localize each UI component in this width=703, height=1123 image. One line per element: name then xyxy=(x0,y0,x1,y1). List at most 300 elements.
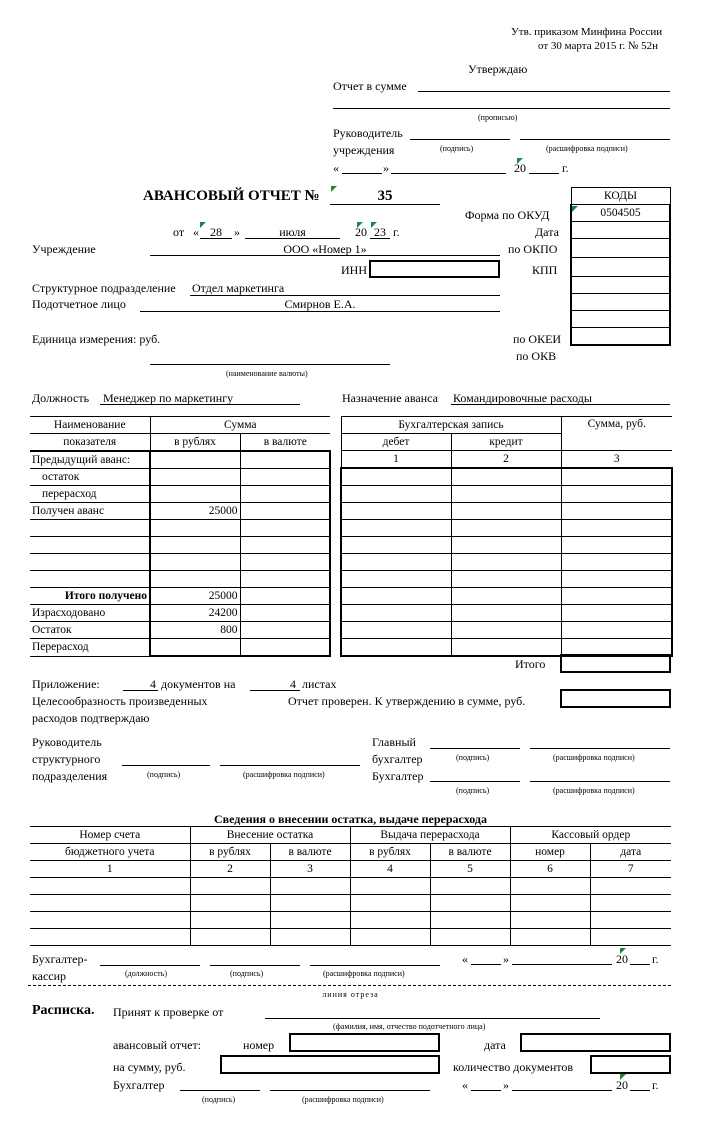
dept-head-signature-line[interactable] xyxy=(122,765,210,766)
info-section-title: Сведения о внесении остатка, выдаче перерасхода xyxy=(213,812,487,826)
entry-cell[interactable] xyxy=(451,554,561,571)
accountable-person-line xyxy=(140,311,500,312)
date-quote-open: « xyxy=(193,225,199,239)
info-cell[interactable] xyxy=(590,912,671,929)
entry-cell[interactable] xyxy=(561,588,672,605)
quote-close: » xyxy=(383,161,389,175)
chief-signature-line[interactable] xyxy=(430,748,520,749)
col-header-cash-order: Кассовый ордер xyxy=(510,827,671,844)
sheets-label: листах xyxy=(302,677,337,691)
institution-label: Учреждение xyxy=(32,242,96,256)
entry-cell[interactable] xyxy=(561,622,672,639)
info-cell[interactable] xyxy=(190,895,270,912)
table-row xyxy=(341,588,672,605)
date-day[interactable]: 28 xyxy=(210,225,222,239)
col-number-3: 3 xyxy=(561,451,672,469)
info-cell[interactable] xyxy=(30,878,190,895)
entry-cell[interactable] xyxy=(561,486,672,503)
inn-label: ИНН xyxy=(341,263,367,277)
dept-head-label-2: структурного xyxy=(32,752,101,766)
okv-label: по ОКВ xyxy=(516,349,557,363)
head-decoding-line[interactable] xyxy=(520,139,670,140)
cell-marker-icon xyxy=(357,222,363,228)
okv-code[interactable] xyxy=(571,328,670,346)
receipt-docs-label: количество документов xyxy=(453,1060,573,1074)
decoding-caption: (расшифровка подписи) xyxy=(302,1095,384,1104)
deposit-issue-table xyxy=(30,826,671,946)
info-cell[interactable] xyxy=(350,912,430,929)
table-row xyxy=(30,912,671,929)
info-cell[interactable] xyxy=(430,929,510,946)
entry-cell[interactable] xyxy=(451,503,561,520)
approve-month-line[interactable] xyxy=(391,173,506,174)
blank-code-1[interactable] xyxy=(571,277,670,294)
report-title: АВАНСОВЫЙ ОТЧЕТ № xyxy=(143,188,320,204)
entry-cell[interactable] xyxy=(341,571,451,588)
table-row xyxy=(30,588,330,605)
table-row xyxy=(341,520,672,537)
dept-head-decoding-line[interactable] xyxy=(220,765,360,766)
decoding-caption: (расшифровка подписи) xyxy=(243,770,325,779)
accountant-decoding-line[interactable] xyxy=(530,781,670,782)
table-row xyxy=(341,503,672,520)
inn-field[interactable] xyxy=(369,260,500,278)
table-row xyxy=(341,622,672,639)
receipt-signature-line[interactable] xyxy=(180,1090,260,1091)
accounting-table xyxy=(340,416,673,657)
info-cell[interactable] xyxy=(30,912,190,929)
checked-sum-field[interactable] xyxy=(560,689,671,708)
sheets-count[interactable]: 4 xyxy=(290,677,296,691)
department-value[interactable]: Отдел маркетинга xyxy=(192,281,285,295)
row-label xyxy=(30,537,150,554)
table-row xyxy=(30,537,330,554)
receipt-accepted-label: Принят к проверке от xyxy=(113,1005,224,1019)
cell-marker-icon xyxy=(572,206,578,212)
col-header-deposit-rub: в рублях xyxy=(190,844,270,861)
entry-cell[interactable] xyxy=(451,486,561,503)
info-cell[interactable] xyxy=(510,929,590,946)
report-number[interactable]: 35 xyxy=(377,188,393,204)
col-header-order-date: дата xyxy=(590,844,671,861)
position-value[interactable]: Менеджер по маркетингу xyxy=(103,391,234,405)
expedient-line-2: расходов подтверждаю xyxy=(32,711,150,725)
row-label: перерасход xyxy=(30,486,150,503)
unit-label: Единица измерения: руб. xyxy=(32,332,161,346)
receipt-sum-field[interactable] xyxy=(220,1055,440,1074)
okei-label: по ОКЕИ xyxy=(513,332,562,346)
cashier-day-line[interactable] xyxy=(471,964,501,965)
blank-code-2[interactable] xyxy=(571,294,670,311)
info-cell[interactable] xyxy=(30,895,190,912)
info-cell[interactable] xyxy=(510,895,590,912)
row-currency-value[interactable] xyxy=(240,622,330,639)
codes-table xyxy=(570,187,671,346)
okud-code[interactable]: 0504505 xyxy=(571,205,670,222)
table-row xyxy=(30,571,330,588)
receipt-number-field[interactable] xyxy=(289,1033,440,1052)
col-header-rub: в рублях xyxy=(150,434,240,452)
column-numbers-row xyxy=(30,861,671,878)
head-label-2: учреждения xyxy=(333,143,395,157)
cashier-signature-line[interactable] xyxy=(210,965,300,966)
row-label xyxy=(30,571,150,588)
accountant-label: Бухгалтер xyxy=(372,769,424,783)
row-rub-value[interactable] xyxy=(150,469,240,486)
entry-cell[interactable] xyxy=(561,605,672,622)
info-cell[interactable] xyxy=(590,929,671,946)
receipt-report-label: авансовый отчет: xyxy=(113,1038,202,1052)
entry-cell[interactable] xyxy=(451,639,561,657)
row-rub-value[interactable] xyxy=(150,451,240,469)
propisyu-caption: (прописью) xyxy=(478,113,518,122)
approve-year-suffix: г. xyxy=(562,161,569,175)
info-cell[interactable] xyxy=(590,895,671,912)
entry-cell[interactable] xyxy=(341,605,451,622)
dept-head-label-3: подразделения xyxy=(32,769,108,783)
info-cell[interactable] xyxy=(270,929,350,946)
table-row xyxy=(30,520,330,537)
table-row xyxy=(341,605,672,622)
row-label: Израсходовано xyxy=(30,605,150,622)
currency-caption: (наименование валюты) xyxy=(226,369,308,378)
department-label: Структурное подразделение xyxy=(32,281,176,295)
cut-line-caption: линия отреза xyxy=(322,990,379,999)
receipt-date-field[interactable] xyxy=(520,1033,671,1052)
table-row xyxy=(30,929,671,946)
okpo-label: по ОКПО xyxy=(508,242,558,256)
cut-line xyxy=(28,985,671,986)
row-currency-value[interactable] xyxy=(240,571,330,588)
chief-decoding-line[interactable] xyxy=(530,748,670,749)
row-label: Получен аванс xyxy=(30,503,150,520)
row-currency-value[interactable] xyxy=(240,451,330,469)
row-currency-value[interactable] xyxy=(240,554,330,571)
cashier-quote-close: » xyxy=(503,952,509,966)
entry-cell[interactable] xyxy=(341,588,451,605)
date-code-label: Дата xyxy=(535,225,559,239)
cell-marker-icon xyxy=(200,222,206,228)
entry-cell[interactable] xyxy=(561,468,672,486)
table-row xyxy=(341,468,672,486)
okei-code[interactable] xyxy=(571,311,670,328)
info-cell[interactable] xyxy=(590,878,671,895)
approval-line-1: Утв. приказом Минфина России xyxy=(511,26,663,38)
row-rub-value[interactable] xyxy=(150,554,240,571)
col-header-debet: дебет xyxy=(341,434,451,451)
kpp-label: КПП xyxy=(532,263,558,277)
entry-cell[interactable] xyxy=(451,520,561,537)
accountable-person-label: Подотчетное лицо xyxy=(32,297,126,311)
checked-label: Отчет проверен. К утверждению в сумме, руб. xyxy=(288,694,526,708)
receipt-month-line[interactable] xyxy=(512,1090,612,1091)
head-signature-line[interactable] xyxy=(410,139,510,140)
receipt-day-line[interactable] xyxy=(471,1090,501,1091)
docs-label: документов на xyxy=(161,677,236,691)
approve-day-line[interactable] xyxy=(342,173,382,174)
cashier-year-line[interactable] xyxy=(630,964,650,965)
cashier-label-1: Бухгалтер- xyxy=(32,952,88,966)
entry-cell[interactable] xyxy=(341,639,451,657)
codes-header: КОДЫ xyxy=(571,188,670,205)
col-number-4: 4 xyxy=(350,861,430,878)
col-number-1: 1 xyxy=(30,861,190,878)
entry-cell[interactable] xyxy=(561,571,672,588)
cell-marker-icon xyxy=(331,186,337,192)
approve-year-line[interactable] xyxy=(529,173,559,174)
kpp-code[interactable] xyxy=(571,258,670,277)
entry-cell[interactable] xyxy=(561,503,672,520)
date-year[interactable]: 23 xyxy=(374,225,386,239)
info-cell[interactable] xyxy=(350,929,430,946)
decoding-caption: (расшифровка подписи) xyxy=(323,969,405,978)
info-cell[interactable] xyxy=(510,878,590,895)
receipt-person-line[interactable] xyxy=(265,1018,600,1019)
date-ot-label: от xyxy=(173,225,185,239)
currency-line[interactable] xyxy=(150,364,390,365)
table-row xyxy=(341,554,672,571)
row-rub-value[interactable] xyxy=(150,537,240,554)
report-sum-label: Отчет в сумме xyxy=(333,79,407,93)
table-row xyxy=(30,878,671,895)
date-month-line xyxy=(245,238,340,239)
entry-cell[interactable] xyxy=(341,537,451,554)
row-label: Предыдущий аванс: xyxy=(30,451,150,469)
row-rub-value[interactable]: 25000 xyxy=(150,588,240,605)
cashier-year-prefix: 20 xyxy=(616,952,628,966)
position-label: Должность xyxy=(32,391,90,405)
date-year-line xyxy=(370,238,390,239)
row-currency-value[interactable] xyxy=(240,503,330,520)
entry-cell[interactable] xyxy=(341,486,451,503)
date-year-prefix: 20 xyxy=(355,225,367,239)
quote-open: « xyxy=(333,161,339,175)
decoding-caption: (расшифровка подписи) xyxy=(553,786,635,795)
cashier-quote-open: « xyxy=(462,952,468,966)
row-rub-value[interactable]: 800 xyxy=(150,622,240,639)
signature-caption: (подпись) xyxy=(147,770,181,779)
row-rub-value[interactable] xyxy=(150,571,240,588)
cashier-year-suffix: г. xyxy=(652,952,659,966)
entry-cell[interactable] xyxy=(451,537,561,554)
info-cell[interactable] xyxy=(350,895,430,912)
col-header-account-2: бюджетного учета xyxy=(30,844,190,861)
row-rub-value[interactable]: 24200 xyxy=(150,605,240,622)
receipt-quote-open: « xyxy=(462,1078,468,1092)
receipt-year-suffix: г. xyxy=(652,1078,659,1092)
row-label: Остаток xyxy=(30,622,150,639)
col-header-entry: Бухгалтерская запись xyxy=(341,417,561,434)
row-rub-value[interactable] xyxy=(150,486,240,503)
row-label xyxy=(30,520,150,537)
col-header-issue-cur: в валюте xyxy=(430,844,510,861)
col-header-account: Номер счета xyxy=(30,827,190,844)
cashier-month-line[interactable] xyxy=(512,964,612,965)
cell-marker-icon xyxy=(371,222,377,228)
date-code[interactable] xyxy=(571,222,670,239)
receipt-sum-label: на сумму, руб. xyxy=(113,1060,186,1074)
receipt-decoding-line[interactable] xyxy=(270,1090,430,1091)
entry-cell[interactable] xyxy=(451,622,561,639)
entry-cell[interactable] xyxy=(561,520,672,537)
row-currency-value[interactable] xyxy=(240,639,330,657)
chief-accountant-label-1: Главный xyxy=(372,735,416,749)
row-currency-value[interactable] xyxy=(240,486,330,503)
purpose-label: Назначение аванса xyxy=(342,391,438,405)
table-row xyxy=(341,571,672,588)
approval-line-2: от 30 марта 2015 г. № 52н xyxy=(538,40,659,52)
info-cell[interactable] xyxy=(270,912,350,929)
info-cell[interactable] xyxy=(430,912,510,929)
receipt-title: Расписка. xyxy=(32,1003,95,1018)
table-row xyxy=(30,469,330,486)
entry-cell[interactable] xyxy=(341,503,451,520)
col-number-7: 7 xyxy=(590,861,671,878)
position-caption: (должность) xyxy=(125,969,167,978)
decoding-caption: (расшифровка подписи) xyxy=(546,144,628,153)
info-cell[interactable] xyxy=(30,929,190,946)
col-header-order-num: номер xyxy=(510,844,590,861)
table-row xyxy=(30,554,330,571)
approve-year-prefix: 20 xyxy=(514,161,526,175)
signature-caption: (подпись) xyxy=(440,144,474,153)
receipt-quote-close: » xyxy=(503,1078,509,1092)
col-header-name: Наименование xyxy=(30,417,150,434)
institution-value[interactable]: ООО «Номер 1» xyxy=(283,242,367,256)
info-cell[interactable] xyxy=(350,878,430,895)
col-header-kredit: кредит xyxy=(451,434,561,451)
accountable-person-value[interactable]: Смирнов Е.А. xyxy=(284,297,356,311)
okpo-code[interactable] xyxy=(571,239,670,258)
purpose-value[interactable]: Командировочные расходы xyxy=(453,391,592,405)
row-currency-value[interactable] xyxy=(240,520,330,537)
col-number-6: 6 xyxy=(510,861,590,878)
cashier-label-2: кассир xyxy=(32,969,67,983)
col-header-currency: в валюте xyxy=(240,434,330,452)
cell-marker-icon xyxy=(517,158,523,164)
row-label: Итого получено xyxy=(30,588,150,605)
expedient-line-1: Целесообразность произведенных xyxy=(32,694,208,708)
info-cell[interactable] xyxy=(190,929,270,946)
row-rub-value[interactable] xyxy=(150,639,240,657)
row-rub-value[interactable] xyxy=(150,520,240,537)
advance-table xyxy=(30,416,331,657)
entry-cell[interactable] xyxy=(451,588,561,605)
cell-marker-icon xyxy=(620,948,626,954)
receipt-docs-field[interactable] xyxy=(590,1055,671,1074)
row-currency-value[interactable] xyxy=(240,537,330,554)
date-day-line xyxy=(200,238,232,239)
entry-cell[interactable] xyxy=(341,554,451,571)
table-row xyxy=(30,503,330,520)
entry-cell[interactable] xyxy=(561,554,672,571)
receipt-accountant-label: Бухгалтер xyxy=(113,1078,165,1092)
department-line xyxy=(190,295,500,296)
col-header-deposit: Внесение остатка xyxy=(190,827,350,844)
receipt-number-label: номер xyxy=(243,1038,275,1052)
entry-cell[interactable] xyxy=(341,622,451,639)
chief-accountant-label-2: бухгалтер xyxy=(372,752,423,766)
okud-label: Форма по ОКУД xyxy=(465,208,550,222)
accountant-signature-line[interactable] xyxy=(430,781,520,782)
col-number-3: 3 xyxy=(270,861,350,878)
row-rub-value[interactable]: 25000 xyxy=(150,503,240,520)
row-label: Перерасход xyxy=(30,639,150,657)
signature-caption: (подпись) xyxy=(202,1095,236,1104)
info-cell[interactable] xyxy=(270,878,350,895)
col-header-name-2: показателя xyxy=(30,434,150,452)
fio-caption: (фамилия, имя, отчество подотчетного лица) xyxy=(333,1022,486,1031)
info-cell[interactable] xyxy=(430,878,510,895)
signature-caption: (подпись) xyxy=(456,786,490,795)
info-cell[interactable] xyxy=(270,895,350,912)
col-header-issue-rub: в рублях xyxy=(350,844,430,861)
date-g: г. xyxy=(393,225,400,239)
report-sum-line[interactable] xyxy=(418,91,670,92)
entry-cell[interactable] xyxy=(561,537,672,554)
col-number-2: 2 xyxy=(451,451,561,469)
col-header-deposit-cur: в валюте xyxy=(270,844,350,861)
row-label xyxy=(30,554,150,571)
date-quote-close: » xyxy=(234,225,240,239)
date-month[interactable]: июля xyxy=(279,225,306,239)
total-label: Итого xyxy=(515,657,546,671)
attachment-label: Приложение: xyxy=(32,677,100,691)
info-cell[interactable] xyxy=(430,895,510,912)
table-row xyxy=(341,537,672,554)
docs-count[interactable]: 4 xyxy=(150,677,156,691)
table-row xyxy=(30,895,671,912)
row-currency-value[interactable] xyxy=(240,588,330,605)
col-number-1: 1 xyxy=(341,451,451,469)
dept-head-label-1: Руководитель xyxy=(32,735,102,749)
decoding-caption: (расшифровка подписи) xyxy=(553,753,635,762)
cell-marker-icon xyxy=(620,1074,626,1080)
col-number-2: 2 xyxy=(190,861,270,878)
row-label: остаток xyxy=(30,469,150,486)
entry-cell[interactable] xyxy=(341,468,451,486)
info-cell[interactable] xyxy=(190,912,270,929)
col-number-5: 5 xyxy=(430,861,510,878)
col-header-sum-rub: Сумма, руб. xyxy=(561,417,672,451)
table-row xyxy=(30,622,330,639)
info-cell[interactable] xyxy=(190,878,270,895)
table-row xyxy=(30,605,330,622)
row-currency-value[interactable] xyxy=(240,605,330,622)
entry-cell[interactable] xyxy=(451,571,561,588)
total-field[interactable] xyxy=(560,654,671,673)
receipt-year-line[interactable] xyxy=(630,1090,650,1091)
signature-caption: (подпись) xyxy=(456,753,490,762)
entry-cell[interactable] xyxy=(451,468,561,486)
cashier-decoding-line[interactable] xyxy=(310,965,440,966)
head-label: Руководитель xyxy=(333,126,403,140)
entry-cell[interactable] xyxy=(451,605,561,622)
table-row xyxy=(30,486,330,503)
row-currency-value[interactable] xyxy=(240,469,330,486)
info-cell[interactable] xyxy=(510,912,590,929)
table-row xyxy=(30,451,330,469)
cashier-position-line[interactable] xyxy=(100,965,200,966)
approve-label: Утверждаю xyxy=(468,62,528,76)
col-header-issue: Выдача перерасхода xyxy=(350,827,510,844)
receipt-year-prefix: 20 xyxy=(616,1078,628,1092)
receipt-date-label: дата xyxy=(484,1038,506,1052)
signature-caption: (подпись) xyxy=(230,969,264,978)
col-header-sum: Сумма xyxy=(150,417,330,434)
entry-cell[interactable] xyxy=(341,520,451,537)
report-sum-line-2[interactable] xyxy=(333,108,670,109)
